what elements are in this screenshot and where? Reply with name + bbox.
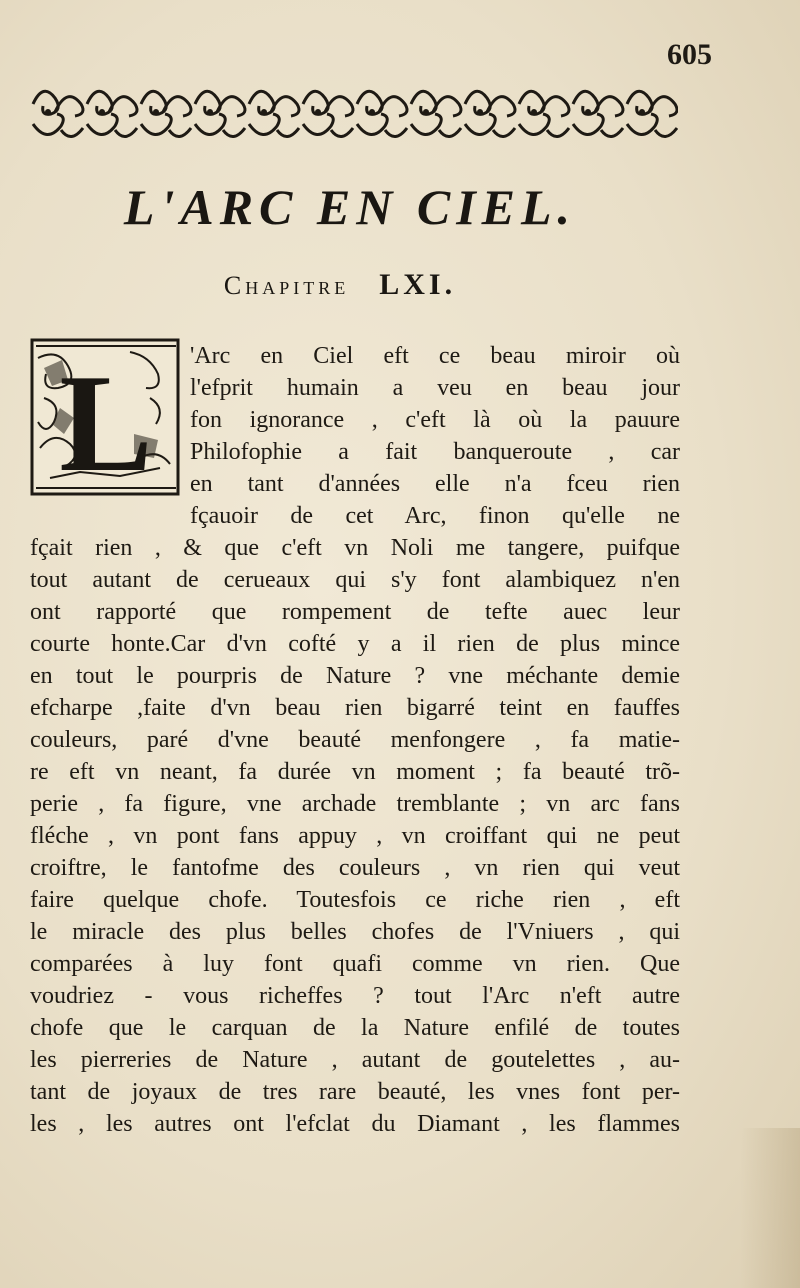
text-line: Philofophie a fait banqueroute , car [190,439,680,465]
chapter-heading [40,268,640,302]
text-line: chofe que le carquan de la Nature enfilé de toutes [30,1015,680,1041]
text-line: efcharpe ,faite d'vn beau rien bigarré teint en fauffes [30,695,680,721]
text-line: en tout le pourpris de Nature ? vne méchante demie [30,663,680,689]
running-title: L'ARC EN CIEL. [123,179,577,235]
text-line: l'efprit humain a veu en beau jour [190,375,680,401]
text-line: comparées à luy font quafi comme vn rien. Que [30,951,680,977]
text-line: fléche , vn pont fans appuy , vn croiffant qui ne peut [30,823,680,849]
text-line: le miracle des plus belles chofes de l'Vniuers , qui [30,919,680,945]
text-line: re eft vn neant, fa durée vn moment ; fa beauté trõ- [30,759,680,785]
drop-cap-letter: L [59,346,153,496]
text-line: 'Arc en Ciel eft ce beau miroir où [190,343,680,369]
text-line: courte honte.Car d'vn cofté y a il rien de plus mince [30,631,680,657]
text-line: les pierreries de Nature , autant de goutelettes , au- [30,1047,680,1073]
text-line: en tant d'années elle n'a fceu rien [190,471,680,497]
page-edge-stain [740,1128,800,1288]
text-line: fçait rien , & que c'eft vn Noli me tangere, puifque [30,535,680,561]
chapter-word: Chapitre [223,271,350,300]
text-line: les , les autres ont l'efclat du Diamant , les flammes [30,1111,680,1137]
text-line: perie , fa figure, vne archade tremblante ; vn arc fans [30,791,680,817]
decorative-header-ornament [28,74,678,150]
text-line: croiftre, le fantofme des couleurs , vn rien qui veut [30,855,680,881]
text-line: fçauoir de cet Arc, finon qu'elle ne [190,503,680,529]
text-line: fon ignorance , c'eft là où la pauure [190,407,680,433]
page-number: 605 [667,38,712,71]
text-line: couleurs, paré d'vne beauté menfongere , fa matie- [30,727,680,753]
chapter-number: LXI. [379,268,457,301]
text-line: faire quelque chofe. Toutesfois ce riche rien , eft [30,887,680,913]
drop-cap-woodcut [30,338,180,496]
text-line: tant de joyaux de tres rare beauté, les vnes font per- [30,1079,680,1105]
text-line: tout autant de cerueaux qui s'y font alambiquez n'en [30,567,680,593]
text-line: ont rapporté que rompement de tefte auec leur [30,599,680,625]
text-line: voudriez - vous richeffes ? tout l'Arc n'eft autre [30,983,680,1009]
